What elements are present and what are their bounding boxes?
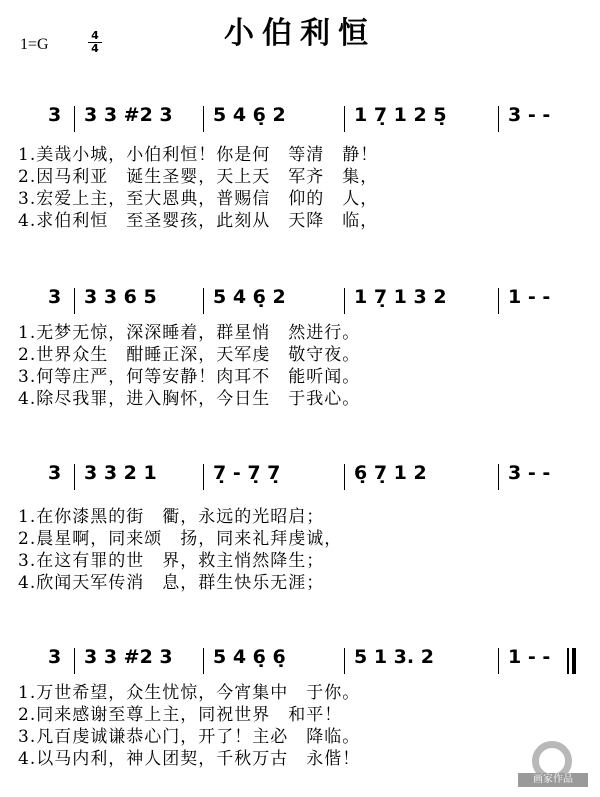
page-title: 小伯利恒 xyxy=(224,16,376,51)
lyrics-block xyxy=(18,322,588,410)
watermark-logo xyxy=(518,741,588,783)
barline xyxy=(74,464,75,490)
final-barline-thick xyxy=(572,648,576,674)
key-signature: 1=G xyxy=(20,36,49,53)
measure: 3 3 6 5 xyxy=(84,286,157,308)
barline xyxy=(344,288,345,314)
barline xyxy=(498,464,499,490)
lyric-verse-1: 1.万世希望，众生忧惊，今宵集中 于你。 xyxy=(18,683,361,703)
barline xyxy=(74,648,75,674)
lyrics-block xyxy=(18,144,588,232)
lyric-verse-3: 3.宏爱上主，至大恩典，普赐信 仰的 人， xyxy=(18,189,379,209)
measure: 3 3 2 1 xyxy=(84,462,157,484)
measure: 7̣ - 7̣ 7̣ xyxy=(213,462,281,484)
barline xyxy=(203,106,204,132)
measure: 5 4 6̣ 2 xyxy=(213,104,286,126)
lyric-verse-2: 2.因马利亚 诞生圣婴，天上天 军齐 集， xyxy=(18,167,379,187)
lyric-verse-4: 4.欣闻天军传消 息，群生快乐无涯； xyxy=(18,573,325,593)
lyric-verse-4: 4.除尽我罪，进入胸怀，今日生 于我心。 xyxy=(18,389,361,409)
measure: 1 - - xyxy=(508,646,551,668)
measure: 6̣ 7̣ 1 2 xyxy=(354,462,427,484)
measure: 5 4 6̣ 2 xyxy=(213,286,286,308)
barline xyxy=(498,648,499,674)
pickup-bar: 3 xyxy=(48,646,62,668)
barline xyxy=(203,288,204,314)
lyric-verse-3: 3.何等庄严，何等安静！肉耳不 能听闻。 xyxy=(18,367,361,387)
measure: 1 7̣ 1 3 2 xyxy=(354,286,447,308)
lyrics-block xyxy=(18,506,588,594)
barline xyxy=(498,288,499,314)
measure: 3 3 #2 3 xyxy=(84,104,173,126)
barline xyxy=(203,648,204,674)
lyric-verse-4: 4.以马内利，神人团契，千秋万古 永偕！ xyxy=(18,749,361,769)
measure: 1 7̣ 1 2 5̣ xyxy=(354,104,447,126)
lyric-verse-2: 2.晨星啊，同来颂 扬，同来礼拜虔诚， xyxy=(18,529,343,549)
lyric-verse-2: 2.同来感谢至尊上主，同祝世界 和平！ xyxy=(18,705,343,725)
lyric-verse-1: 1.在你漆黑的街 衢，永远的光昭启； xyxy=(18,507,325,527)
measure: 5 1 3. 2 xyxy=(354,646,434,668)
measure: 3 - - xyxy=(508,104,551,126)
lyric-verse-4: 4.求伯利恒 至圣婴孩，此刻从 天降 临， xyxy=(18,211,379,231)
barline xyxy=(74,288,75,314)
time-signature xyxy=(88,30,102,55)
barline xyxy=(74,106,75,132)
lyric-verse-2: 2.世界众生 酣睡正深，天军虔 敬守夜。 xyxy=(18,345,361,365)
time-signature-bottom: 4 xyxy=(91,42,99,55)
barline xyxy=(203,464,204,490)
watermark-label: 画家作品 xyxy=(518,773,588,787)
lyric-verse-3: 3.在这有罪的世 界，救主悄然降生； xyxy=(18,551,325,571)
final-barline-thin xyxy=(567,648,569,674)
measure: 3 - - xyxy=(508,462,551,484)
lyric-verse-1: 1.无梦无惊，深深睡着，群星悄 然进行。 xyxy=(18,323,361,343)
barline xyxy=(498,106,499,132)
pickup-bar: 3 xyxy=(48,286,62,308)
barline xyxy=(344,648,345,674)
barline xyxy=(344,106,345,132)
lyric-verse-3: 3.凡百虔诚谦恭心门，开了！主必 降临。 xyxy=(18,727,361,747)
measure: 5 4 6̣ 6̣ xyxy=(213,646,286,668)
time-signature-top: 4 xyxy=(88,30,102,43)
lyric-verse-1: 1.美哉小城，小伯利恒！你是何 等清 静！ xyxy=(18,145,379,165)
barline xyxy=(344,464,345,490)
measure: 1 - - xyxy=(508,286,551,308)
pickup-bar: 3 xyxy=(48,462,62,484)
pickup-bar: 3 xyxy=(48,104,62,126)
measure: 3 3 #2 3 xyxy=(84,646,173,668)
lyrics-block xyxy=(18,682,588,770)
